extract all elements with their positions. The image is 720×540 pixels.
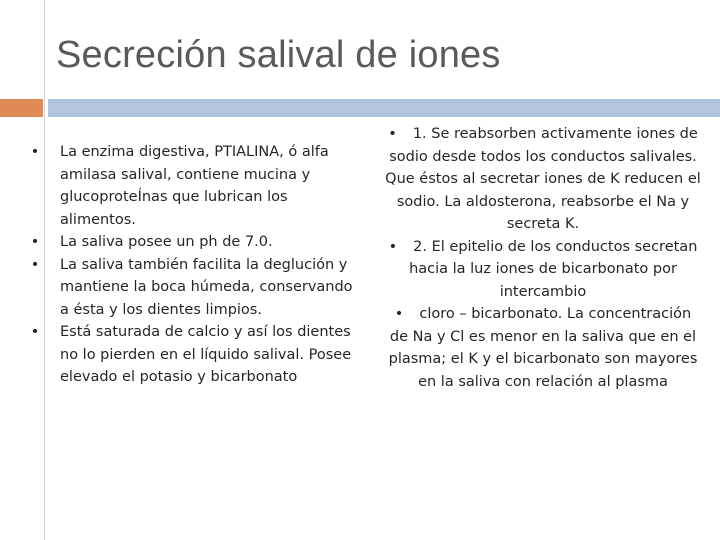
left-text-column: [28, 141, 353, 389]
bullet-glyph: •: [388, 126, 397, 142]
right-point-1: [384, 123, 702, 236]
accent-bar-orange: [0, 99, 43, 117]
bullet-glyph: •: [30, 234, 40, 250]
bullet-glyph: •: [30, 256, 40, 273]
bullet-glyph: •: [30, 324, 40, 340]
list-item-text: La saliva también facilita la deglución y mantiene la boca húmeda, conservando a ésta y los dientes limpios.: [60, 256, 353, 318]
list-item-text: La enzima digestiva, PTIALINA, ó alfa amilasa salival, contiene mucina y glucoproteÍnas que lubrican los alimentos.: [60, 144, 329, 228]
list-item: [28, 231, 353, 254]
right-point-3-text: cloro – bicarbonato. La concentración de Na y Cl es menor en la saliva que en el plasma; el K y el bicarbonato son mayores en la saliva con relación al plasma: [388, 306, 698, 390]
list-item: [28, 254, 353, 322]
list-item-text: La saliva posee un ph de 7.0.: [60, 234, 273, 250]
accent-bar-blue: [48, 99, 720, 117]
list-item: [28, 321, 353, 389]
right-point-1-text: 1. Se reabsorben activamente iones de sodio desde todos los conductos salivales. Que éstos al secretar iones de K reducen el sodio. La aldosterona, reabsorbe el Na y secreta K.: [385, 126, 701, 232]
slide-title: Secreción salival de iones: [56, 34, 501, 76]
list-item: [28, 141, 353, 231]
right-point-3: [384, 303, 702, 393]
right-point-2: [384, 236, 702, 304]
right-text-column: [384, 123, 702, 393]
bullet-glyph: •: [394, 306, 404, 322]
list-item-text: Está saturada de calcio y así los dientes no lo pierden en el líquido salival. Posee elevado el potasio y bicarbonato: [60, 324, 352, 385]
bullet-glyph: •: [388, 238, 398, 255]
bullet-glyph: •: [30, 144, 40, 160]
right-point-2-text: 2. El epitelio de los conductos secretan hacia la luz iones de bicarbonato por intercambio: [409, 238, 698, 300]
left-bullet-list: [28, 141, 353, 389]
